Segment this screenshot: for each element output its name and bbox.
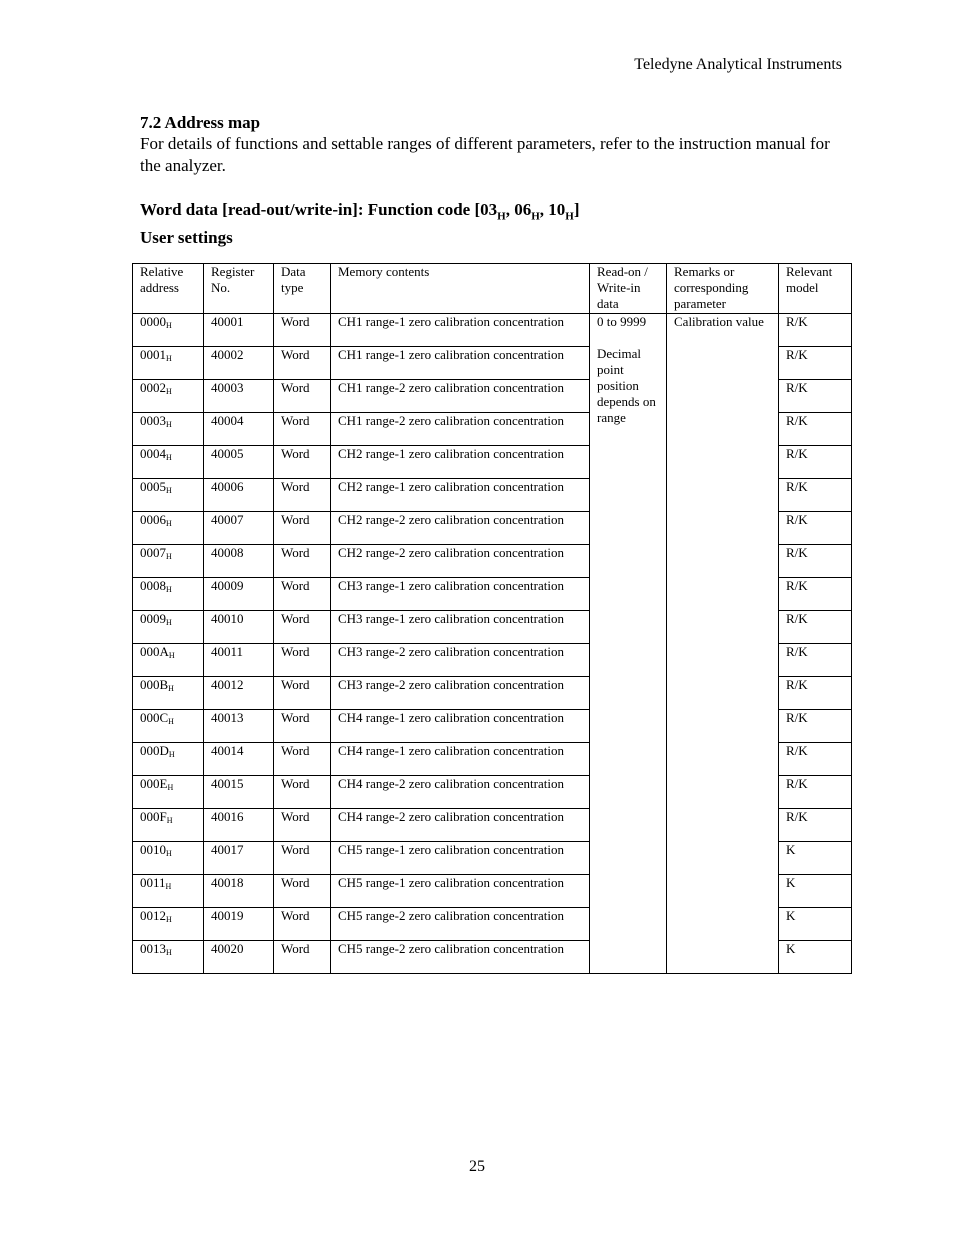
relevant-model-cell: R/K [779, 413, 852, 446]
table-header-row [133, 264, 852, 314]
hex-subscript: H [166, 948, 172, 957]
hex-subscript: H [497, 210, 506, 223]
data-type-cell: Word [274, 413, 331, 446]
hex-subscript: H [168, 651, 175, 660]
hex-subscript: H [565, 210, 574, 223]
address-value: 0004 [140, 446, 166, 461]
memory-contents-cell: CH1 range-2 zero calibration concentration [331, 380, 590, 413]
relevant-model-cell: R/K [779, 677, 852, 710]
table-subtitle [140, 199, 579, 248]
data-type-cell: Word [274, 710, 331, 743]
header-remarks: Remarks or corresponding parameter [667, 264, 779, 314]
header-relative-address: Relative address [133, 264, 204, 314]
memory-contents-cell: CH5 range-2 zero calibration concentration [331, 941, 590, 974]
relative-address-cell [133, 380, 204, 413]
register-no-cell: 40013 [204, 710, 274, 743]
data-type-cell: Word [274, 941, 331, 974]
read-write-data-cell: 0 to 9999 Decimal point position depends on range [590, 314, 667, 974]
table-row [133, 314, 852, 347]
header-relevant-model: Relevant model [779, 264, 852, 314]
relevant-model-cell: R/K [779, 809, 852, 842]
register-no-cell: 40014 [204, 743, 274, 776]
data-type-cell: Word [274, 578, 331, 611]
register-no-cell: 40005 [204, 446, 274, 479]
relevant-model-cell: R/K [779, 347, 852, 380]
intro-paragraph: For details of functions and settable ranges of different parameters, refer to the instruction manual for the analyzer. [140, 134, 830, 175]
memory-contents-cell: CH2 range-1 zero calibration concentration [331, 479, 590, 512]
hex-subscript: H [166, 816, 173, 825]
relative-address-cell [133, 776, 204, 809]
data-type-cell: Word [274, 380, 331, 413]
relative-address-cell [133, 413, 204, 446]
data-type-cell: Word [274, 611, 331, 644]
hex-subscript: H [165, 882, 172, 891]
heading-text: , 10 [539, 200, 566, 219]
header-memory-contents: Memory contents [331, 264, 590, 314]
memory-contents-cell: CH2 range-1 zero calibration concentration [331, 446, 590, 479]
relevant-model-cell: K [779, 941, 852, 974]
memory-contents-cell: CH4 range-1 zero calibration concentration [331, 743, 590, 776]
data-type-cell: Word [274, 545, 331, 578]
memory-contents-cell: CH3 range-1 zero calibration concentration [331, 578, 590, 611]
memory-contents-cell: CH5 range-2 zero calibration concentration [331, 908, 590, 941]
hex-subscript: H [166, 486, 172, 495]
data-type-cell: Word [274, 347, 331, 380]
hex-subscript: H [166, 585, 172, 594]
relevant-model-cell: R/K [779, 314, 852, 347]
memory-contents-cell: CH1 range-1 zero calibration concentration [331, 347, 590, 380]
memory-contents-cell: CH4 range-2 zero calibration concentration [331, 776, 590, 809]
address-value: 000C [140, 710, 169, 725]
data-type-cell: Word [274, 809, 331, 842]
memory-contents-cell: CH1 range-2 zero calibration concentration [331, 413, 590, 446]
data-type-cell: Word [274, 644, 331, 677]
hex-subscript: H [166, 519, 172, 528]
data-type-cell: Word [274, 776, 331, 809]
relevant-model-cell: R/K [779, 776, 852, 809]
data-type-cell: Word [274, 479, 331, 512]
hex-subscript: H [166, 321, 172, 330]
function-code-heading [140, 199, 579, 227]
hex-subscript: H [166, 354, 172, 363]
hex-subscript: H [166, 420, 172, 429]
hex-subscript: H [531, 210, 540, 223]
running-header: Teledyne Analytical Instruments [634, 56, 842, 73]
register-no-cell: 40018 [204, 875, 274, 908]
memory-contents-cell: CH5 range-1 zero calibration concentration [331, 842, 590, 875]
address-value: 000E [140, 776, 168, 791]
data-type-cell: Word [274, 875, 331, 908]
address-value: 0013 [140, 941, 166, 956]
register-no-cell: 40019 [204, 908, 274, 941]
register-no-cell: 40006 [204, 479, 274, 512]
register-no-cell: 40002 [204, 347, 274, 380]
hex-subscript: H [166, 552, 172, 561]
section-title: 7.2 Address map [140, 113, 261, 132]
data-type-cell: Word [274, 908, 331, 941]
hex-subscript: H [166, 453, 172, 462]
relative-address-cell [133, 875, 204, 908]
relative-address-cell [133, 512, 204, 545]
address-value: 0000 [140, 314, 166, 329]
address-value: 0001 [140, 347, 166, 362]
address-value: 0007 [140, 545, 166, 560]
hex-subscript: H [166, 849, 172, 858]
user-settings-heading: User settings [140, 228, 233, 248]
data-type-cell: Word [274, 314, 331, 347]
relative-address-cell [133, 578, 204, 611]
register-no-cell: 40011 [204, 644, 274, 677]
hex-subscript: H [168, 750, 175, 759]
address-value: 0010 [140, 842, 166, 857]
register-no-cell: 40003 [204, 380, 274, 413]
relative-address-cell [133, 677, 204, 710]
data-type-cell: Word [274, 743, 331, 776]
memory-contents-cell: CH3 range-2 zero calibration concentration [331, 677, 590, 710]
address-value: 0012 [140, 908, 166, 923]
memory-contents-cell: CH4 range-1 zero calibration concentration [331, 710, 590, 743]
relative-address-cell [133, 545, 204, 578]
address-value: 000A [140, 644, 169, 659]
relative-address-cell [133, 908, 204, 941]
memory-contents-cell: CH4 range-2 zero calibration concentration [331, 809, 590, 842]
relative-address-cell [133, 644, 204, 677]
address-value: 000B [140, 677, 169, 692]
register-no-cell: 40001 [204, 314, 274, 347]
relevant-model-cell: R/K [779, 545, 852, 578]
heading-text: ] [573, 200, 580, 219]
relative-address-cell [133, 347, 204, 380]
register-no-cell: 40010 [204, 611, 274, 644]
relevant-model-cell: R/K [779, 710, 852, 743]
register-no-cell: 40007 [204, 512, 274, 545]
relative-address-cell [133, 710, 204, 743]
relevant-model-cell: R/K [779, 446, 852, 479]
relevant-model-cell: R/K [779, 743, 852, 776]
address-map-table [132, 263, 852, 974]
memory-contents-cell: CH1 range-1 zero calibration concentration [331, 314, 590, 347]
address-value: 0009 [140, 611, 166, 626]
register-no-cell: 40020 [204, 941, 274, 974]
data-type-cell: Word [274, 677, 331, 710]
memory-contents-cell: CH2 range-2 zero calibration concentration [331, 545, 590, 578]
register-no-cell: 40015 [204, 776, 274, 809]
address-value: 0005 [140, 479, 166, 494]
hex-subscript: H [166, 387, 172, 396]
relevant-model-cell: K [779, 875, 852, 908]
relevant-model-cell: R/K [779, 380, 852, 413]
relative-address-cell [133, 743, 204, 776]
address-value: 000D [140, 743, 169, 758]
relevant-model-cell: K [779, 842, 852, 875]
register-no-cell: 40004 [204, 413, 274, 446]
heading-text: Word data [read-out/write-in]: Function code [03 [140, 200, 498, 219]
relative-address-cell [133, 842, 204, 875]
hex-subscript: H [168, 684, 174, 693]
register-no-cell: 40016 [204, 809, 274, 842]
register-no-cell: 40009 [204, 578, 274, 611]
relative-address-cell [133, 611, 204, 644]
memory-contents-cell: CH3 range-1 zero calibration concentration [331, 611, 590, 644]
page-number: 25 [469, 1158, 485, 1175]
relative-address-cell [133, 479, 204, 512]
register-no-cell: 40012 [204, 677, 274, 710]
hex-subscript: H [166, 618, 172, 627]
header-data-type: Data type [274, 264, 331, 314]
relevant-model-cell: R/K [779, 578, 852, 611]
memory-contents-cell: CH3 range-2 zero calibration concentration [331, 644, 590, 677]
address-value: 0011 [140, 875, 166, 890]
relevant-model-cell: R/K [779, 479, 852, 512]
hex-subscript: H [168, 717, 174, 726]
relative-address-cell [133, 809, 204, 842]
register-no-cell: 40017 [204, 842, 274, 875]
address-value: 0002 [140, 380, 166, 395]
address-value: 0006 [140, 512, 166, 527]
relevant-model-cell: R/K [779, 611, 852, 644]
relative-address-cell [133, 314, 204, 347]
relative-address-cell [133, 941, 204, 974]
header-read-write-data: Read-on / Write-in data [590, 264, 667, 314]
address-value: 0008 [140, 578, 166, 593]
relevant-model-cell: K [779, 908, 852, 941]
address-value: 0003 [140, 413, 166, 428]
address-value: 000F [140, 809, 167, 824]
data-type-cell: Word [274, 842, 331, 875]
remarks-cell: Calibration value [667, 314, 779, 974]
memory-contents-cell: CH2 range-2 zero calibration concentration [331, 512, 590, 545]
hex-subscript: H [167, 783, 174, 792]
relative-address-cell [133, 446, 204, 479]
relevant-model-cell: R/K [779, 512, 852, 545]
hex-subscript: H [166, 915, 172, 924]
data-type-cell: Word [274, 512, 331, 545]
memory-contents-cell: CH5 range-1 zero calibration concentration [331, 875, 590, 908]
header-register-no: Register No. [204, 264, 274, 314]
heading-text: , 06 [505, 200, 532, 219]
register-no-cell: 40008 [204, 545, 274, 578]
relevant-model-cell: R/K [779, 644, 852, 677]
data-type-cell: Word [274, 446, 331, 479]
